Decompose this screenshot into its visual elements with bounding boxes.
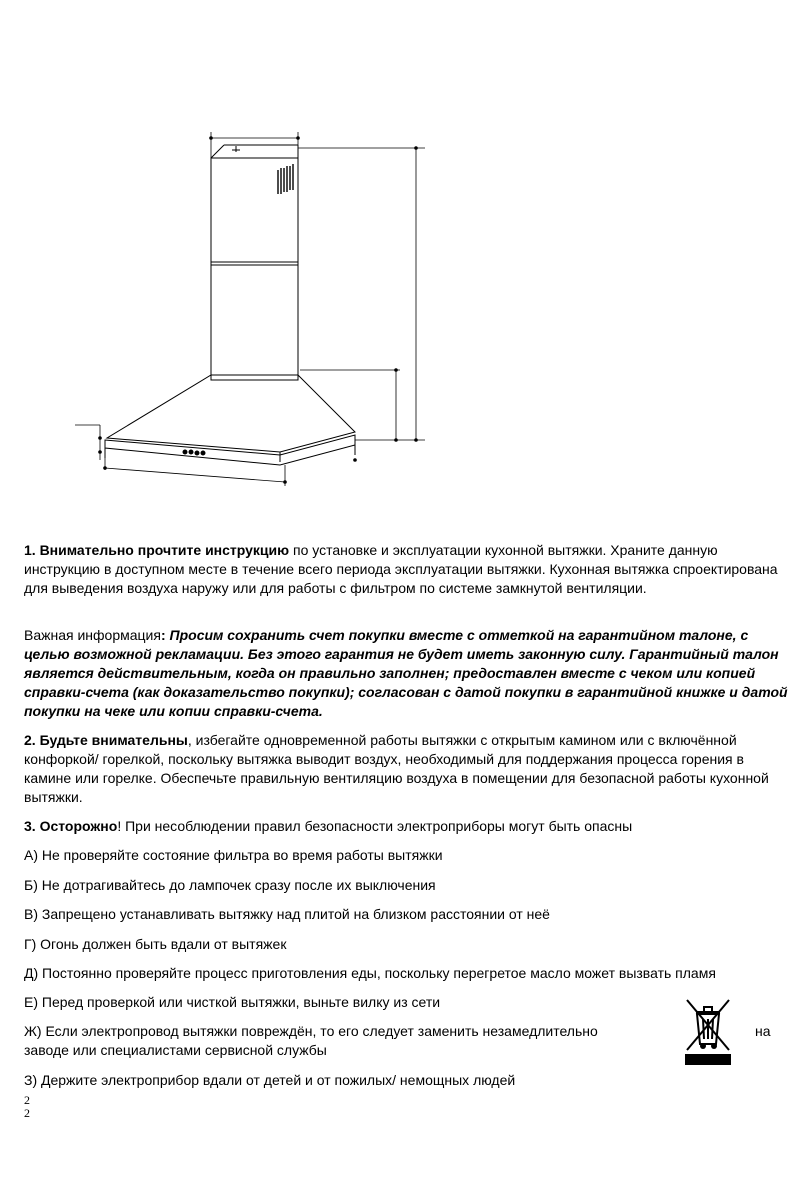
section-1 bbox=[24, 541, 794, 598]
page-number: 2 bbox=[24, 1106, 30, 1120]
section-1-title: 1. Внимательно прочтите инструкцию bbox=[24, 542, 290, 558]
hood-base bbox=[105, 435, 355, 465]
hood-canopy bbox=[107, 375, 355, 462]
section-2-title: 2. Будьте внимательны bbox=[24, 732, 188, 748]
warning-v: В) Запрещено устанавливать вытяжку над плитой на близком расстоянии от неё bbox=[24, 906, 550, 922]
warning-z: З) Держите электроприбор вдали от детей и от пожилых/ немощных людей bbox=[24, 1072, 516, 1088]
warning-zh-part3: заводе или специалистами сервисной службы bbox=[24, 1042, 327, 1058]
warning-a: А) Не проверяйте состояние фильтра во время работы вытяжки bbox=[24, 847, 443, 863]
section-2 bbox=[24, 731, 794, 807]
crossed-out-bin-icon bbox=[682, 994, 734, 1066]
important-text: Просим сохранить счет покупки вместе с отметкой на гарантийном талоне, с целью возможной рекламации. Без этого гарантия не будет иметь законную силу. Гарантийный талон является действительным, когда он правильно заполнен; предоставлен вместе с чеком или копией справки-счета (как доказательство покупки); согласован с датой покупки в гарантийной книжке и датой покупки на чеке или копии справки-счета. bbox=[24, 627, 788, 719]
section-3-text: ! При несоблюдении правил безопасности электроприборы могут быть опасны bbox=[117, 818, 633, 834]
chimney-upper bbox=[211, 145, 298, 265]
warning-d: Д) Постоянно проверяйте процесс приготовления еды, поскольку перегретое масло может вызвать пламя bbox=[24, 965, 716, 981]
warning-g: Г) Огонь должен быть вдали от вытяжек bbox=[24, 936, 287, 952]
chimney-hood-diagram bbox=[60, 125, 440, 495]
warning-e: Е) Перед проверкой или чисткой вытяжки, выньте вилку из сети bbox=[24, 994, 441, 1010]
warning-zh-part1: Ж) Если электропровод вытяжки повреждён, то его следует заменить незамедлительно bbox=[24, 1023, 598, 1039]
important-info bbox=[24, 626, 794, 721]
control-buttons bbox=[183, 450, 205, 455]
vent-slots bbox=[278, 164, 293, 194]
section-2-text: , избегайте одновременной работы вытяжки с открытым камином или с включённой конфоркой/ горелкой, поскольку вытяжка выводит воздух, необходимый для поддержания процесса горения в камине или горелке. Обеспечьте правильную вентиляцию воздуха в помещении для безопасной работы кухонной вытяжки. bbox=[24, 732, 769, 805]
important-colon: : bbox=[160, 627, 170, 643]
section-3 bbox=[24, 817, 632, 836]
important-label: Важная информация bbox=[24, 627, 161, 643]
section-1-text: по установке и эксплуатации кухонной вытяжки. Храните данную инструкцию в доступном месте в течение всего периода эксплуатации вытяжки. Кухонная вытяжка спроектирована для выведения воздуха наружу или для работы с фильтром по системе замкнутой вентиляции. bbox=[24, 542, 778, 596]
warning-b: Б) Не дотрагивайтесь до лампочек сразу после их выключения bbox=[24, 877, 436, 893]
warning-zh-part2: на bbox=[755, 1023, 771, 1039]
page-number: 2 bbox=[24, 1093, 30, 1107]
section-3-title: 3. Осторожно bbox=[24, 818, 118, 834]
dimension-ticks bbox=[98, 136, 418, 484]
chimney-lower bbox=[211, 262, 298, 380]
dimension-lines bbox=[75, 132, 425, 486]
